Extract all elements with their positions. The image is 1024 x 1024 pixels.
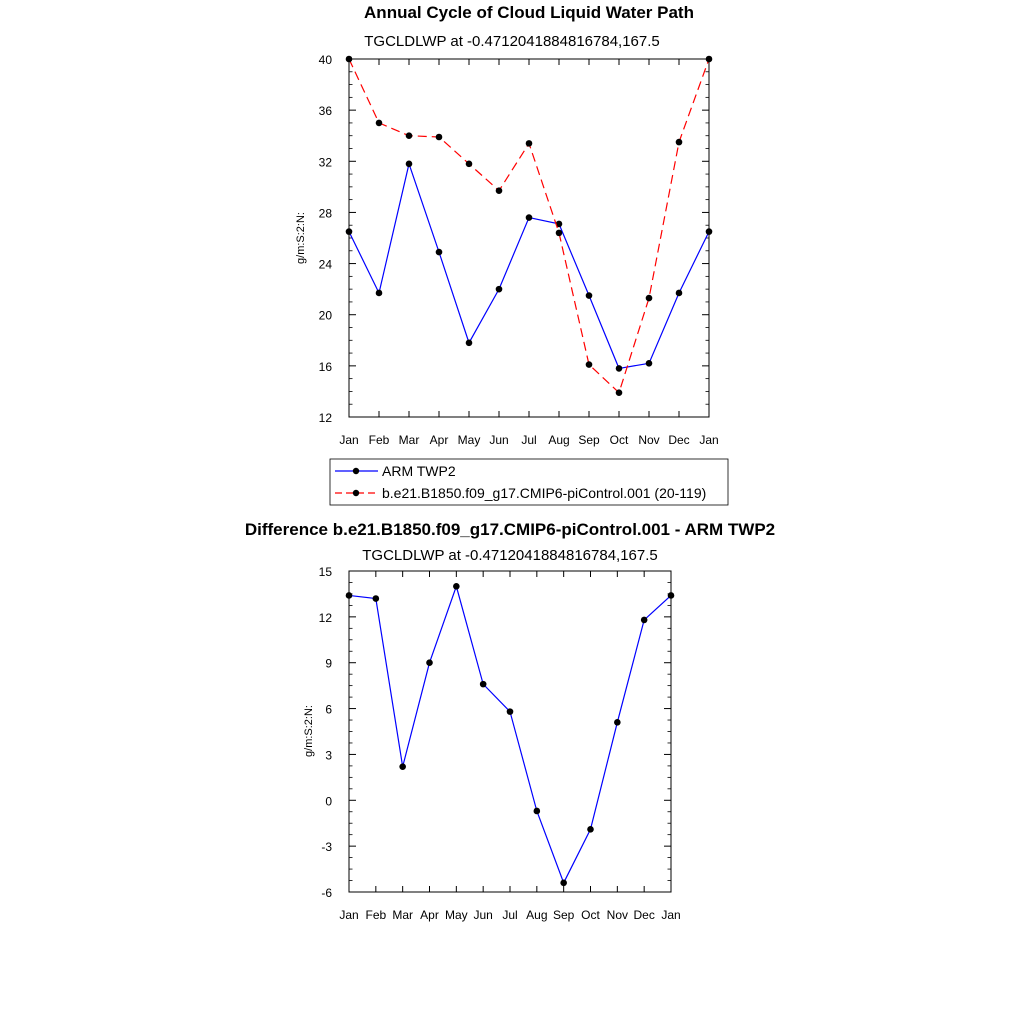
data-point	[676, 139, 683, 146]
y-tick-label: -6	[321, 886, 332, 900]
x-tick-label: Jul	[502, 908, 518, 922]
data-point	[587, 826, 594, 833]
y-tick-label: 16	[318, 359, 332, 374]
data-point	[616, 365, 623, 372]
chart-2-y-axis-label: g/m:S:2:N:	[303, 705, 315, 757]
chart-2-title: Difference b.e21.B1850.f09_g17.CMIP6-piControl.001 - ARM TWP2	[244, 520, 776, 539]
x-tick-label: Mar	[398, 433, 420, 447]
data-point	[453, 583, 460, 590]
data-point	[376, 120, 383, 127]
series-line-1	[349, 586, 671, 883]
data-point	[556, 230, 563, 237]
y-tick-label: 32	[318, 155, 332, 170]
x-tick-label: Aug	[548, 433, 570, 447]
data-point	[668, 592, 675, 599]
chart-2-subtitle: TGCLDLWP at -0.4712041884816784,167.5	[362, 547, 658, 564]
x-tick-label: Feb	[368, 433, 390, 447]
data-point	[646, 295, 653, 302]
chart-2-panel	[319, 565, 681, 922]
data-point	[406, 132, 413, 139]
data-point	[706, 56, 713, 63]
y-tick-label: 15	[318, 565, 332, 579]
x-tick-label: May	[444, 908, 468, 922]
chart-1-panel	[319, 53, 719, 447]
data-point	[646, 360, 653, 367]
y-tick-label: 24	[318, 257, 332, 272]
series-line-2	[349, 59, 709, 393]
chart-1-subtitle: TGCLDLWP at -0.4712041884816784,167.5	[364, 33, 660, 50]
y-tick-label: 3	[325, 748, 332, 763]
x-tick-label: Apr	[429, 433, 449, 447]
data-point	[466, 340, 473, 347]
data-point	[560, 880, 567, 887]
legend-label-model: b.e21.B1850.f09_g17.CMIP6-piControl.001 (20-119)	[382, 485, 707, 501]
x-tick-label: Sep	[578, 433, 600, 447]
data-point	[466, 161, 473, 168]
x-tick-label: Dec	[668, 433, 690, 447]
data-point	[346, 56, 353, 63]
chart-1-title: Annual Cycle of Cloud Liquid Water Path	[364, 3, 694, 22]
data-point	[526, 214, 533, 221]
y-tick-label: 9	[325, 656, 332, 671]
legend-marker-model	[353, 490, 359, 496]
x-tick-label: Oct	[581, 908, 600, 922]
x-tick-label: Aug	[526, 908, 548, 922]
data-point	[641, 617, 648, 624]
y-tick-label: 12	[318, 610, 332, 625]
x-tick-label: Jun	[489, 433, 509, 447]
data-point	[526, 140, 533, 147]
data-point	[586, 292, 593, 299]
data-point	[496, 286, 503, 293]
data-point	[426, 659, 433, 666]
data-point	[406, 161, 413, 168]
x-tick-label: Mar	[392, 908, 414, 922]
data-point	[480, 681, 487, 688]
x-tick-label: Jan	[339, 908, 359, 922]
legend-label-arm: ARM TWP2	[382, 463, 456, 479]
data-point	[436, 249, 443, 256]
x-tick-label: Nov	[606, 908, 629, 922]
x-tick-label: Dec	[633, 908, 655, 922]
x-tick-label: Jun	[473, 908, 493, 922]
chart-1-legend	[330, 459, 728, 505]
x-tick-label: Jul	[521, 433, 537, 447]
x-tick-label: Apr	[420, 908, 439, 922]
data-point	[614, 719, 621, 726]
x-tick-label: Sep	[552, 908, 575, 922]
y-tick-label: 40	[318, 53, 332, 67]
chart-1-y-axis-label: g/m:S:2:N:	[295, 212, 307, 264]
data-point	[373, 595, 380, 602]
data-point	[346, 228, 353, 235]
data-point	[676, 290, 683, 297]
y-tick-label: 20	[318, 308, 332, 323]
x-tick-label: May	[457, 433, 481, 447]
legend-marker-arm	[353, 468, 359, 474]
data-point	[507, 708, 514, 715]
data-point	[436, 134, 443, 141]
x-tick-label: Nov	[638, 433, 660, 447]
x-tick-label: Oct	[609, 433, 629, 447]
y-tick-label: -3	[321, 840, 332, 855]
x-tick-label: Jan	[661, 908, 681, 922]
data-point	[399, 763, 406, 770]
data-point	[346, 592, 353, 599]
x-tick-label: Feb	[365, 908, 387, 922]
data-point	[706, 228, 713, 235]
y-tick-label: 12	[318, 411, 332, 425]
x-tick-label: Jan	[339, 433, 359, 447]
data-point	[376, 290, 383, 297]
y-tick-label: 0	[325, 794, 332, 809]
x-tick-label: Jan	[699, 433, 719, 447]
data-point	[616, 389, 623, 396]
y-tick-label: 6	[325, 702, 332, 717]
y-tick-label: 28	[318, 206, 332, 221]
plot-frame	[349, 59, 709, 417]
y-tick-label: 36	[318, 104, 332, 119]
data-point	[586, 361, 593, 368]
data-point	[496, 187, 503, 194]
data-point	[534, 808, 541, 815]
